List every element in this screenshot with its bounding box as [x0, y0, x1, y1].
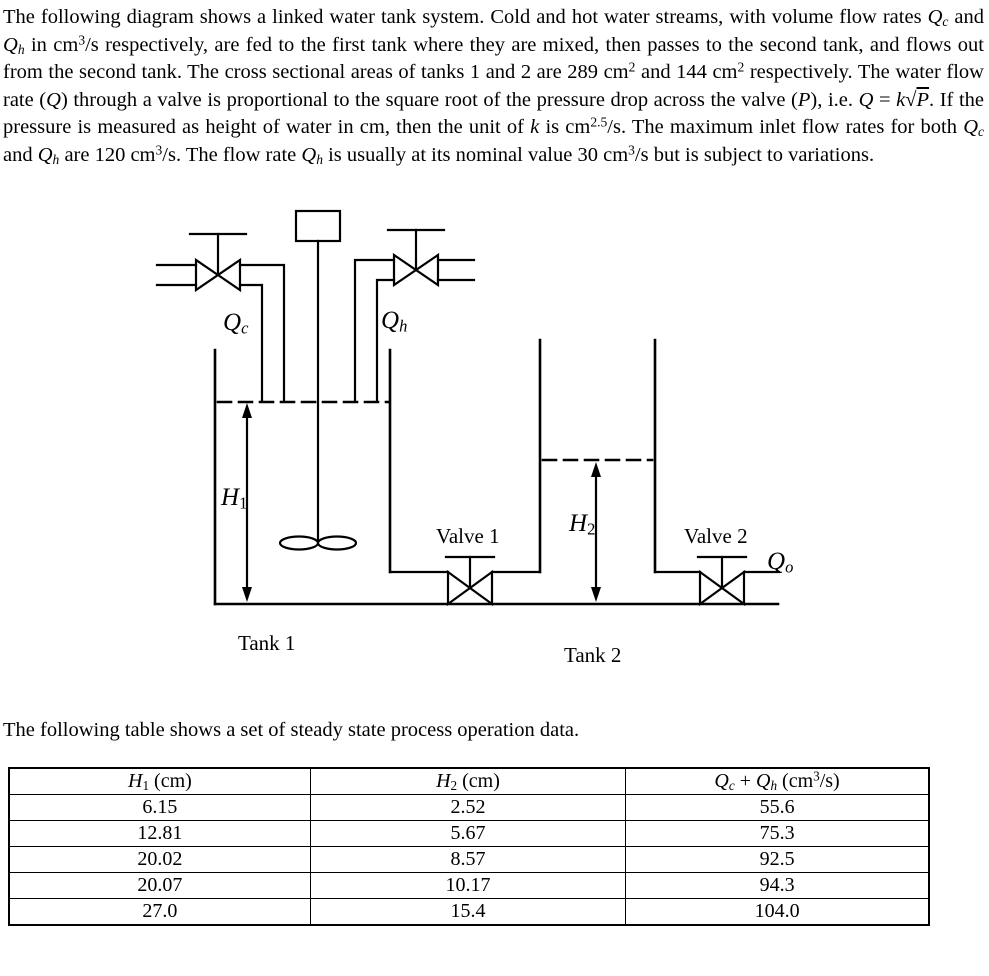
- table-row: [9, 846, 929, 872]
- label-tank2: Tank 2: [564, 643, 622, 667]
- valve1-icon: [390, 557, 540, 604]
- cell-q: 94.3: [626, 872, 929, 898]
- cell-h1: 20.02: [9, 846, 310, 872]
- tank-system-diagram: [0, 197, 989, 707]
- cell-h2: 10.17: [310, 872, 625, 898]
- cold-inlet-valve-icon: [157, 234, 284, 400]
- label-valve1: Valve 1: [436, 524, 500, 548]
- cell-q: 75.3: [626, 820, 929, 846]
- cell-q: 55.6: [626, 794, 929, 820]
- label-qc: $Q_c$: [223, 309, 249, 338]
- problem-statement: The following diagram shows a linked water tank system. Cold and hot water streams, with volume flow rates $Q_c$ and $Q_h$ in $cm^3/s$ respectively, are fed to the first tank where they are mixed, then passes to the second tank, and flows out from the second tank. The cross sectional areas of tanks 1 and 2 are 289 $cm^2$ and 144 $cm^2$ respectively. The water flow rate (Q) through a valve is proportional to the square root of the pressure drop across the valve (P), i.e. Q = k√P. If the pressure is measured as height of water in cm, then the unit of k is $cm^{2.5}/s$. The maximum inlet flow rates for both $Q_c$ and $Q_h$ are 120 $cm^3/s$. The flow rate $Q_h$ is usually at its nominal value 30 $cm^3/s$ but is subject to variations.: [3, 6, 984, 167]
- cell-h2: 2.52: [310, 794, 625, 820]
- tank1-walls: [215, 350, 778, 604]
- cell-h1: 27.0: [9, 898, 310, 925]
- valve2-icon: [655, 557, 779, 604]
- table-header-row: [9, 768, 929, 795]
- cell-h1: 20.07: [9, 872, 310, 898]
- operation-data-table: [8, 767, 930, 926]
- label-valve2: Valve 2: [684, 524, 748, 548]
- table-row: [9, 820, 929, 846]
- table-row: [9, 898, 929, 925]
- table-intro: The following table shows a set of steady state process operation data.: [3, 719, 580, 741]
- header-h1: $H_1$ (cm): [9, 768, 310, 795]
- label-tank1: Tank 1: [238, 631, 296, 655]
- header-qc-plus-qh: $Q_c + Q_h$ $(cm^3/s)$: [626, 768, 929, 795]
- cell-h2: 8.57: [310, 846, 625, 872]
- label-h1: $H_1$: [221, 484, 248, 513]
- cell-h1: 6.15: [9, 794, 310, 820]
- label-h2: $H_2$: [569, 510, 596, 539]
- cell-h2: 5.67: [310, 820, 625, 846]
- stirrer-icon: [280, 211, 356, 550]
- diagram-canvas: [0, 197, 989, 707]
- table-row: [9, 794, 929, 820]
- tank2-walls: [540, 340, 655, 572]
- cell-h2: 15.4: [310, 898, 625, 925]
- label-qh: $Q_h$: [381, 307, 408, 336]
- hot-inlet-valve-icon: [355, 230, 474, 400]
- label-qo: $Q_o$: [767, 548, 794, 577]
- cell-q: 92.5: [626, 846, 929, 872]
- cell-h1: 12.81: [9, 820, 310, 846]
- header-h2: $H_2$ (cm): [310, 768, 625, 795]
- table-row: [9, 872, 929, 898]
- cell-q: 104.0: [626, 898, 929, 925]
